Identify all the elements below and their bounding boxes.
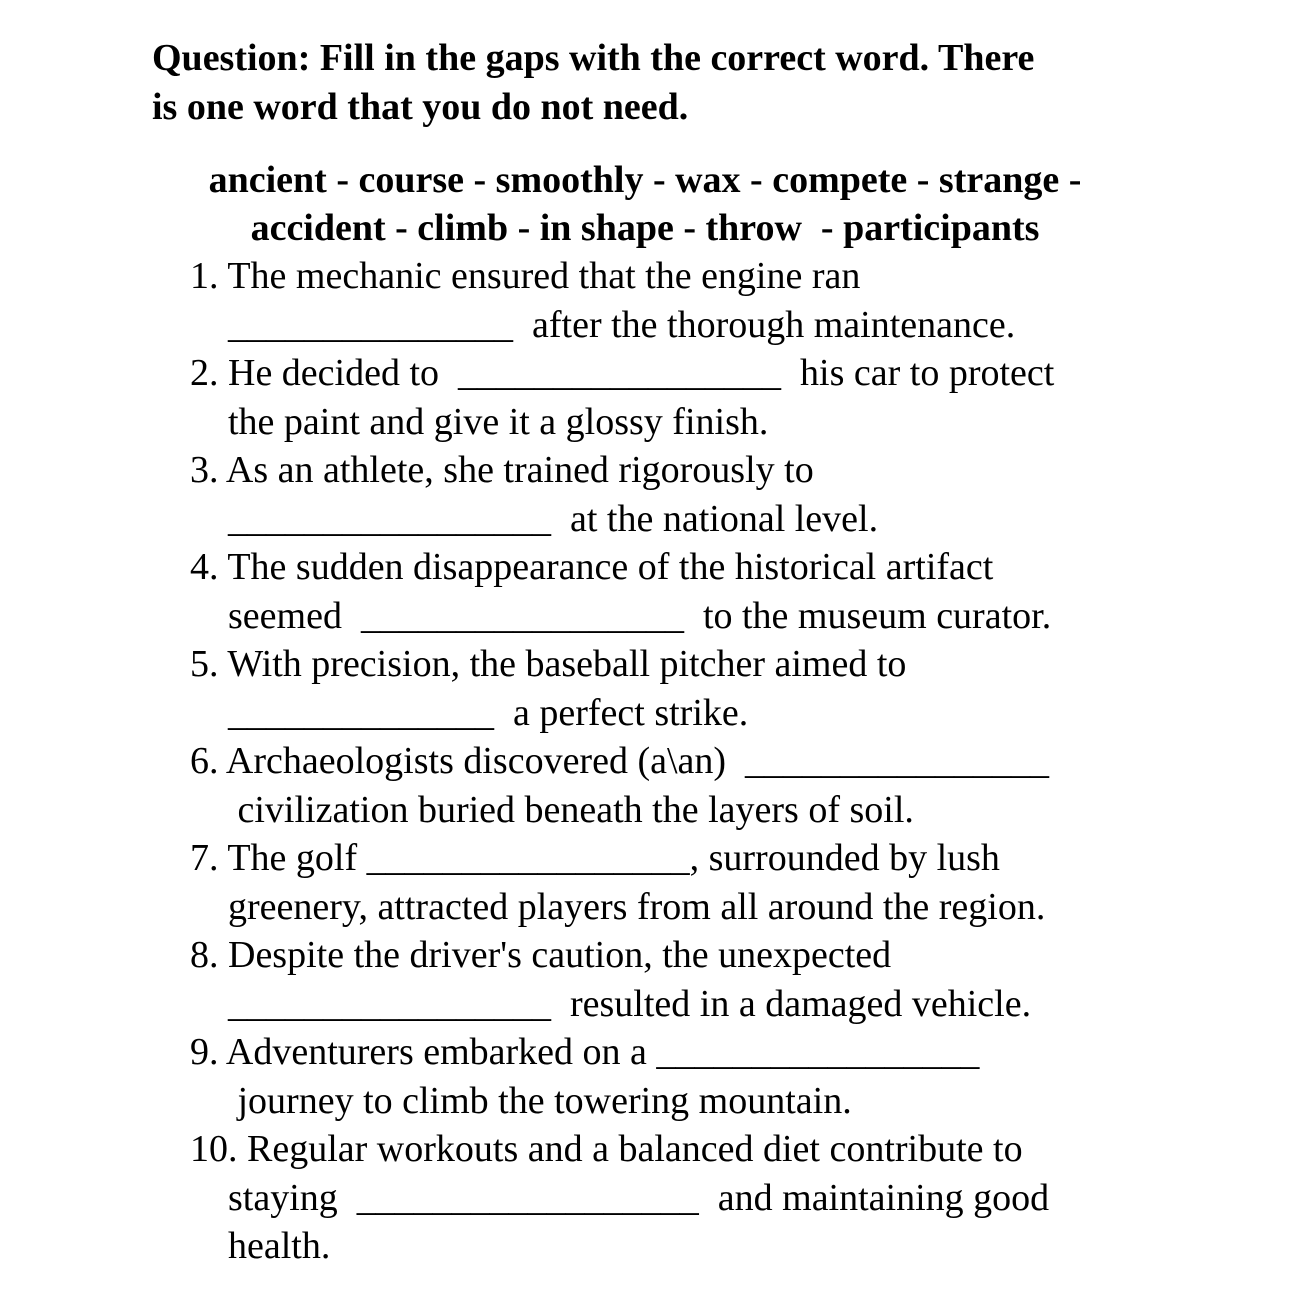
item-text: _________________ at the national level. (228, 497, 879, 540)
item-text: staying __________________ and maintaining good (228, 1176, 1050, 1219)
item-number: 1. (190, 255, 219, 297)
exercise-item-4 (0, 543, 1290, 640)
item-text: _______________ after the thorough maintenance. (228, 303, 1016, 346)
item-text: ______________ a perfect strike. (228, 691, 749, 734)
item-number: 8. (190, 934, 219, 976)
exercise-item-6 (0, 737, 1290, 834)
item-number: 9. (190, 1031, 219, 1073)
item-number: 7. (190, 837, 219, 879)
item-text: The sudden disappearance of the historical artifact (227, 546, 994, 588)
item-text: greenery, attracted players from all around the region. (228, 885, 1046, 928)
item-text: Archaeologists discovered (a\an) ________________ (225, 740, 1050, 782)
item-text: Regular workouts and a balanced diet contribute to (247, 1128, 1023, 1170)
item-text: Despite the driver's caution, the unexpected (228, 934, 892, 976)
item-text: The mechanic ensured that the engine ran (227, 255, 861, 297)
item-text: civilization buried beneath the layers of soil. (228, 788, 914, 831)
exercise-list (0, 252, 1290, 1271)
item-text: He decided to _________________ his car to protect (228, 352, 1055, 394)
exercise-item-2 (0, 349, 1290, 446)
item-text: Adventurers embarked on a _________________ (225, 1031, 980, 1073)
item-text: the paint and give it a glossy finish. (228, 400, 769, 443)
question-heading (152, 34, 1142, 132)
item-text: _________________ resulted in a damaged vehicle. (228, 982, 1032, 1025)
item-number: 2. (190, 352, 219, 394)
item-text: As an athlete, she trained rigorously to (225, 449, 814, 491)
item-text: health. (228, 1225, 331, 1267)
item-text: journey to climb the towering mountain. (228, 1079, 852, 1122)
exercise-item-5 (0, 640, 1290, 737)
item-number: 5. (190, 643, 219, 685)
item-number: 4. (190, 546, 219, 588)
exercise-item-1 (0, 252, 1290, 349)
word-bank (150, 156, 1140, 252)
question-line-1: Question: Fill in the gaps with the correct word. There (152, 37, 1035, 79)
item-number: 10. (190, 1128, 238, 1170)
item-text: With precision, the baseball pitcher aimed to (227, 643, 907, 685)
exercise-item-3 (0, 446, 1290, 543)
exercise-item-7 (0, 834, 1290, 931)
exercise-item-9 (0, 1028, 1290, 1125)
question-line-2: is one word that you do not need. (152, 86, 689, 128)
exercise-item-8 (0, 931, 1290, 1028)
item-text: The golf _________________, surrounded by lush (227, 837, 1000, 879)
item-number: 3. (190, 449, 219, 491)
word-bank-line-1: ancient - course - smoothly - wax - compete - strange - (208, 159, 1082, 201)
item-text: seemed _________________ to the museum curator. (228, 594, 1052, 637)
word-bank-line-2: accident - climb - in shape - throw - participants (250, 207, 1040, 249)
exercise-item-10 (0, 1125, 1290, 1271)
item-number: 6. (190, 740, 219, 782)
